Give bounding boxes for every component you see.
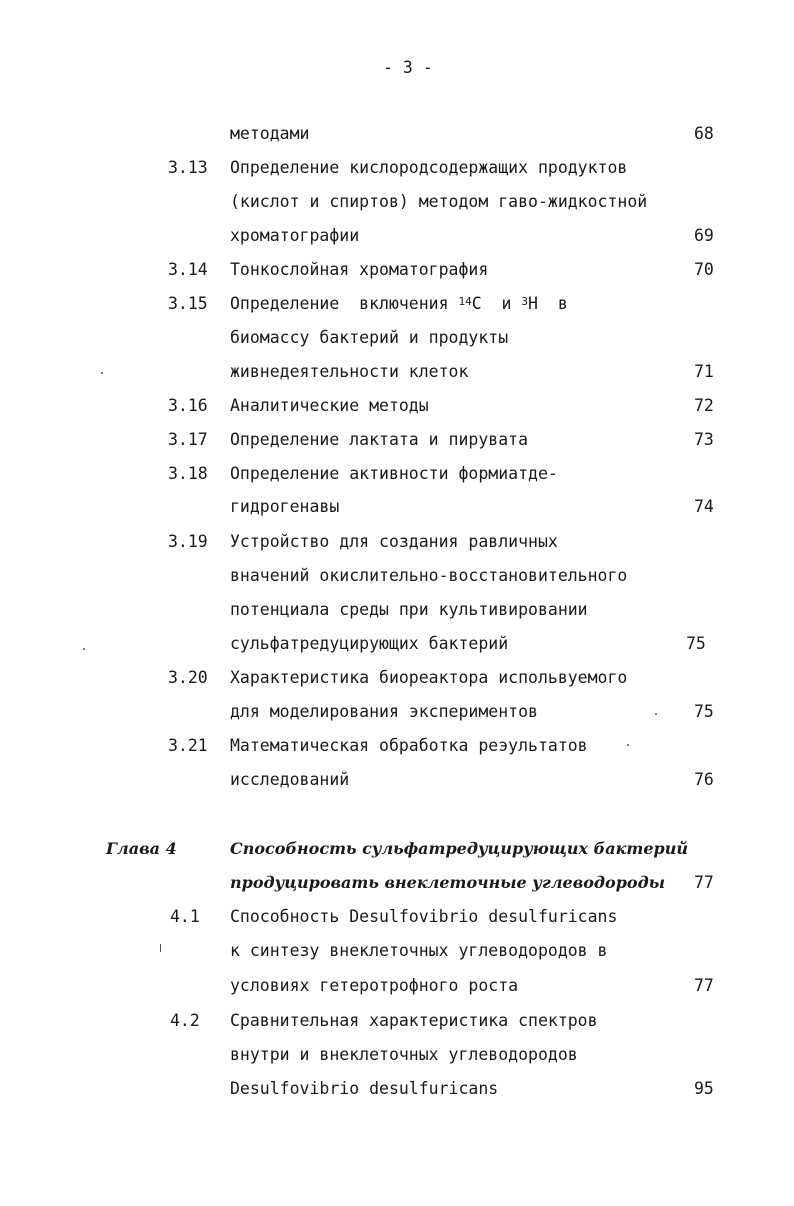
isotope-mass: 14 [458, 295, 472, 308]
toc-entry-page: 74 [694, 497, 714, 516]
toc-entry-text: для моделирования экспериментов [230, 702, 538, 721]
toc-entry-text: Определение включения $^{14}$C и $^3$H в [230, 294, 568, 313]
toc-entry-text: исследований [230, 770, 350, 789]
toc-entry-text: Сравнительная характеристика спектров [230, 1011, 598, 1030]
toc-entry-page: 75 [686, 634, 706, 653]
toc-entry-text: Определение лактата и пирувата [230, 430, 529, 449]
toc-entry-text: Тонкослойная хроматография [230, 260, 489, 279]
toc-entry-page: 68 [694, 124, 714, 143]
toc-entry-number: 4.2 [170, 1011, 200, 1030]
toc-entry-text: биомассу бактерий и продукты [230, 328, 509, 347]
chapter-title: Способность сульфатредуцирующих бактерий [230, 839, 688, 858]
toc-entry-text: живнедеятельности клеток [230, 362, 469, 381]
toc-entry-number: 3.17 [168, 430, 208, 449]
toc-entry-text: Математическая обработка реэультатов [230, 736, 588, 755]
toc-entry-text: вначений окислительно-восстановительного [230, 566, 628, 585]
page-number: - 3 - [383, 58, 433, 77]
toc-entry-page: 73 [694, 430, 714, 449]
toc-entry-number: 3.14 [168, 260, 208, 279]
toc-entry-page: 72 [694, 396, 714, 415]
toc-entry-text: (кислот и спиртов) методом гаво-жидкостной [230, 192, 648, 211]
toc-entry-text: Характеристика биореактора испольвуемого [230, 668, 628, 687]
toc-entry-text: хроматографии [230, 226, 360, 245]
toc-entry-text: потенциала среды при культивировании [230, 600, 588, 619]
chapter-label: Глава 4 [106, 839, 177, 858]
scan-speck [627, 744, 629, 746]
toc-entry-page: 71 [694, 362, 714, 381]
toc-entry-number: 3.18 [168, 464, 208, 483]
toc-entry-text: Устройство для создания равличных [230, 532, 558, 551]
toc-entry-page: 77 [694, 976, 714, 995]
toc-entry-number: 4.1 [170, 907, 200, 926]
toc-entry-number: 3.19 [168, 532, 208, 551]
toc-entry-text: к синтезу внеклеточных углеводородов в [230, 941, 608, 960]
toc-entry-text: Определение активности формиатде- [230, 464, 558, 483]
chapter-page: 77 [694, 873, 714, 892]
toc-entry-number: 3.15 [168, 294, 208, 313]
toc-entry-text: методами [230, 124, 310, 143]
toc-entry-page: 70 [694, 260, 714, 279]
toc-entry-number: 3.21 [168, 736, 208, 755]
toc-entry-text: Аналитические методы [230, 396, 429, 415]
toc-entry-text: условиях гетеротрофного роста [230, 976, 519, 995]
toc-entry-number: 3.16 [168, 396, 208, 415]
scan-speck [655, 713, 657, 715]
scan-speck [160, 944, 161, 952]
toc-entry-page: 75 [694, 702, 714, 721]
scan-speck [83, 648, 85, 650]
chapter-title: продуцировать внеклеточные углеводороды [230, 873, 665, 892]
toc-entry-text: Определение кислородсодержащих продуктов [230, 158, 628, 177]
toc-entry-text: внутри и внеклеточных углеводородов [230, 1045, 578, 1064]
toc-entry-text: гидрогенавы [230, 497, 340, 516]
scan-speck [101, 372, 103, 374]
toc-entry-number: 3.20 [168, 668, 208, 687]
toc-entry-text: Desulfovibrio desulfuricans [230, 1079, 499, 1098]
toc-entry-page: 69 [694, 226, 714, 245]
toc-entry-page: 95 [694, 1079, 714, 1098]
toc-entry-text: сульфатредуцирующих бактерий [230, 634, 509, 653]
isotope-mass: 3 [521, 295, 529, 308]
toc-entry-text: Способность Desulfovibrio desulfuricans [230, 907, 618, 926]
toc-entry-page: 76 [694, 770, 714, 789]
toc-entry-number: 3.13 [168, 158, 208, 177]
